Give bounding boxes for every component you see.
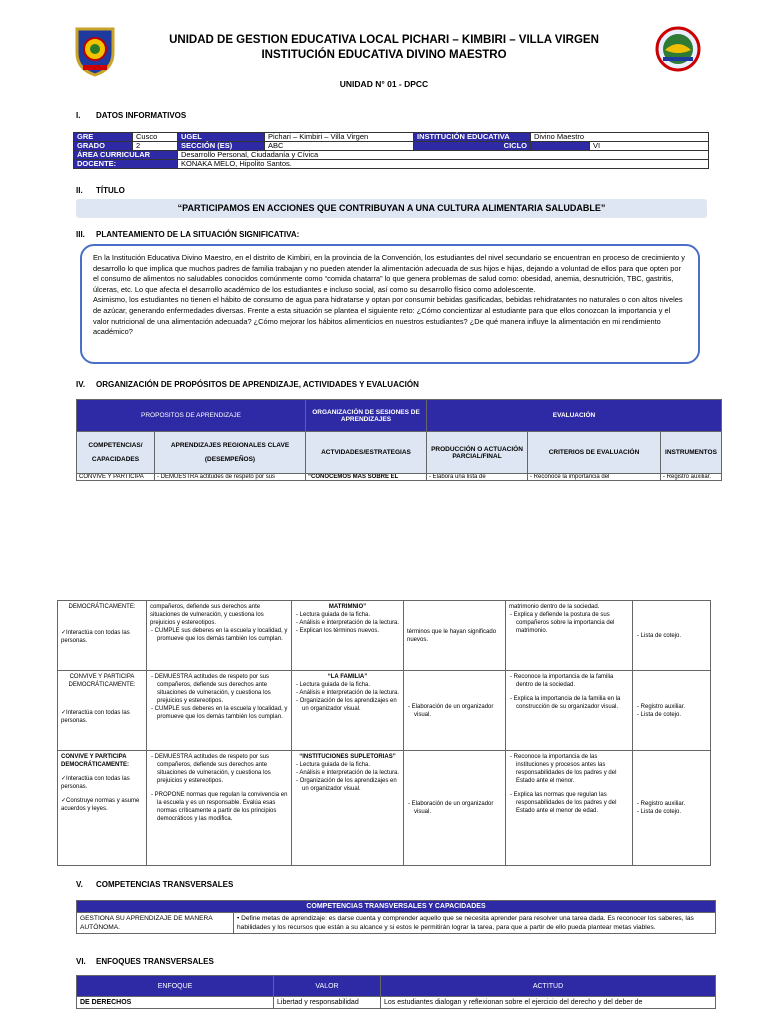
- datos-table: GRE Cusco UGEL Pichari – Kimbiri – Villa Virgen INSTITUCIÓN EDUCATIVA Divino Maestro GRADO 2 SECCIÓN (ES) ABC CICLO VI ÁREA CURRICULAR Desarrollo Personal, Ciudadanía y Cívica DOCENTE: KONAKA MELO, Hipolito Santos.: [73, 132, 709, 169]
- ugel-header: UNIDAD DE GESTION EDUCATIVA LOCAL PICHARI – KIMBIRI – VILLA VIRGEN: [169, 34, 599, 46]
- situation-paragraph-1: En la Institución Educativa Divino Maestro, en el distrito de Kimbiri, en la provincia de la Convención, los estudiantes del nivel secundario se encuentran en proceso de crecimiento y desarrollo lo que implica que muchos padres de familia trabajan y no pueden atender la alimentación adecuada de sus hijos e hijas, dejando a voluntad de ellos para que opten por el consumo de alimentos no saludables conocidos comúnmente como “comida chatarra” lo que genera problemas de salud como: obesidad, anemia, desnutrición, TBC, gastritis, úlceras, etc. Lo que afecta el desarrollo académico de los estudiantes e incluso social, así como su desarrollo físico como adolescente.: [93, 253, 685, 294]
- section-4-heading: IV. ORGANIZACIÓN DE PROPÓSITOS DE APRENDIZAJE, ACTIVIDADES Y EVALUACIÓN: [76, 380, 419, 389]
- organization-table: PROPOSITOS DE APRENDIZAJE ORGANIZACIÓN DE SESIONES DE APRENDIZAJES EVALUACIÓN COMPETENCIAS/ CAPACIDADES APRENDIZAJES REGIONALES CLAVE (DESEMPEÑOS) ACTVIDADES/ESTRATEGIAS PRODUCCIÓN O ACTUACIÓN PARCIAL/FINAL CRITERIOS DE EVALUACIÓN INSTRUMENTOS CONVIVE Y PARTICIPA - DEMUESTRA actitudes de respeto por sus “CONOCEMOS MÁS SOBRE EL - Elabora una lista de - Reconoce la importancia del - Registro auxiliar.: [76, 399, 722, 481]
- situation-paragraph-2: Asimismo, los estudiantes no tienen el hábito de consumo de agua para hidratarse y optan por consumir bebidas gasificadas, bebidas rehidratantes no naturales o con altos niveles de azúcar, generando enfermedades diversas. Frente a esta situación se plantea el siguiente reto: ¿Cómo concientizar al estudiante para que ellos conozcan la importancia y el valor nutricional de una alimentación adecuada? ¿Cómo mejorar los hábitos alimenticios en nuestros estudiantes? ¿De qué manera influye la alimentación en mi rendimiento académico?: [93, 295, 683, 337]
- section-6-heading: VI. ENFOQUES TRANSVERSALES: [76, 957, 214, 966]
- unit-title: UNIDAD N° 01 - DPCC: [339, 79, 429, 89]
- continuation-table: DEMOCRÁTICAMENTE: ✓ Interactúa con todas las personas. compañeros, defiende sus derechos ante situaciones de vulneración, y cuestiona los prejuicios y estereotipos. - CUMPLE sus deberes en la escuela y localidad, y promueve que los demás también los cumplan. MATRIMNIO” - Lectura guiada de la ficha. - Análisis e interpretación de la lectura. - Explican los términos nuevos. términos que le hayan significado nuevos. matrimonio dentro de la sociedad. - Explica y defiende la postura de sus compañeros sobre la importancia del matrimonio. - Lista de cotejo. CONVIVE Y PARTICIPA DEMOCRÁTICAMENTE: ✓ Interactúa con todas las personas. - DEMUESTRA actitudes de respeto por sus compañeros, defiende sus derechos ante situaciones de vulneración, y cuestiona los prejuicios y estereotipos. - CUMPLE sus deberes en la escuela y localidad, y promueve que los demás también los cumplan. “LA FAMILIA” - Lectura guiada de la ficha. - Análisis e interpretación de la lectura. - Organización de los aprendizajes en un organizador visual. - Elaboración de un organizador visual. - Reconoce la importancia de la familia dentro de la sociedad. - Explica la importancia de la familia en la construcción de su organizador visual. - Registro auxiliar. - Lista de cotejo. CONVIVE Y PARTICIPA DEMOCRÁTICAMENTE: ✓ Interactúa con todas las personas. ✓ Construye normas y asume acuerdos y leyes. - DEMUESTRA actitudes de respeto por sus compañeros, defiende sus derechos ante situaciones de vulneración, y cuestiona los prejuicios y estereotipos. - PROPONE normas que regulan la convivencia en la escuela y es un responsable. Evalúa esas normas críticamente a partir de los principios democráticos y las modifica. “INSTITUCIONES SUPLETORIAS” - Lectura guiada de la ficha. - Análisis e interpretación de la lectura. - Organización de los aprendizajes en un organizador visual. - Elaboración de un organizador visual. - Reconoce la importancia de las instituciones y procesos antes las responsabilidades de los padres y del Estado ante el menor. - Explica las normas que regulan las responsabilidades de los padres y del Estado ante el menor de edad. - Registro auxiliar. - Lista de cotejo.: [57, 600, 711, 866]
- transversal-approaches-table: ENFOQUE VALOR ACTITUD DE DERECHOS Libertad y responsabilidad Los estudiantes dialogan y reflexionan sobre el ejercicio del derecho y del deber de: [76, 975, 716, 1009]
- situation-box: [80, 244, 700, 364]
- section-3-heading: III. PLANTEAMIENTO DE LA SITUACIÓN SIGNIFICATIVA:: [76, 230, 300, 239]
- section-2-heading: II. TÍTULO: [76, 186, 125, 195]
- institution-header: INSTITUCIÓN EDUCATIVA DIVINO MAESTRO: [261, 49, 507, 61]
- unit-title-box: “PARTICIPAMOS EN ACCIONES QUE CONTRIBUYAN A UNA CULTURA ALIMENTARIA SALUDABLE”: [76, 199, 707, 218]
- transversal-competencies-table: COMPETENCIAS TRANSVERSALES Y CAPACIDADES GESTIONA SU APRENDIZAJE DE MANERA AUTÓNOMA. • Define metas de aprendizaje: es darse cuenta y comprender aquello que se necesita aprender para resolver una tarea dada. Es reconocer los saberes, las habilidades y los recursos que están a su alcance y si estos le permitirán lograr la tarea, para que a partir de ello pueda plantear metas viables.: [76, 900, 716, 934]
- section-5-heading: V. COMPETENCIAS TRANSVERSALES: [76, 880, 234, 889]
- section-1-heading: I. DATOS INFORMATIVOS: [76, 111, 187, 120]
